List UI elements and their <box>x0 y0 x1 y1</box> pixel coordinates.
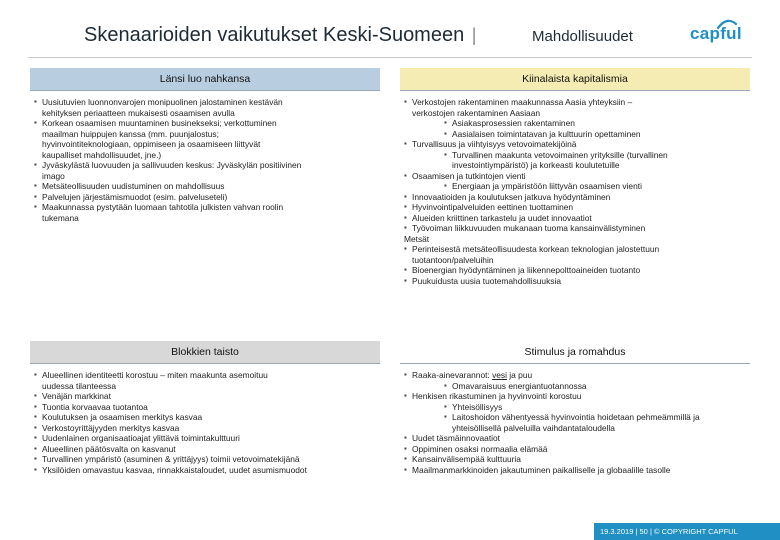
title-main: Skenaarioiden vaikutukset Keski-Suomeen <box>84 24 465 46</box>
sub-bullet-item: ▪ Omavaraisuus energiantuotannossa <box>404 381 746 392</box>
sub-bullet-continuation: yhteisöllisellä palveluilla vaihdantataloudella <box>452 422 615 433</box>
bullet-item: ▪ Tuontia korvaavaa tuotantoa <box>34 402 376 413</box>
quadrant-heading: Länsi luo nahkansa <box>30 68 380 91</box>
quadrant-body <box>400 364 750 475</box>
bullet-item: ▪ Työvoiman liikkuvuuden mukanaan tuoma kansainvälistyminen <box>404 223 746 234</box>
bullet-continuation: maailman huippujen kanssa (mm. puunjalostus; <box>42 128 219 139</box>
quadrant-body <box>30 91 380 223</box>
bullet-text: Raaka-ainevarannot: <box>412 370 493 380</box>
bullet-item: ▪ Hyvinvointipalveluiden eettinen tuottaminen <box>404 202 746 213</box>
bullet-continuation: kehityksen periaatteen mukaisesti osaamisen avulla <box>42 107 235 118</box>
bullet-item: ▪ Koulutuksen ja osaamisen merkitys kasvaa <box>34 412 376 423</box>
bullet-item: ▪ Alueiden kriittinen tarkastelu ja uudet innovaatiot <box>404 213 746 224</box>
bullet-item: ▪ Osaamisen ja tutkintojen vienti <box>404 171 746 182</box>
logo-text: capful <box>690 24 742 43</box>
quadrant-lansi-luo-nahkansa <box>30 68 380 223</box>
sub-bullet-item: ▪ Asiakasprosessien rakentaminen <box>404 118 746 129</box>
bullet-item: ▪ Maailmanmarkkinoiden jakautuminen paikalliselle ja globaalille tasolle <box>404 465 746 476</box>
bullet-item: ▪ Alueellinen päätösvalta on kasvanut <box>34 444 376 455</box>
quadrant-blokkien-taisto <box>30 341 380 475</box>
bullet-item: ▪ Uudet täsmäinnovaatiot <box>404 433 746 444</box>
bullet-item: ▪ Bioenergian hyödyntäminen ja liikennepolttoaineiden tuotanto <box>404 265 746 276</box>
bullet-item: ▪ Turvallinen ympäristö (asuminen & yrittäjyys) toimii vetovoimatekijänä <box>34 454 376 465</box>
bullet-item: ▪ Korkean osaamisen muuntaminen businekseksi; verkottuminen <box>34 118 376 129</box>
bullet-item: ▪ Puukuidusta uusia tuotemahdollisuuksia <box>404 276 746 287</box>
quadrant-body <box>30 364 380 475</box>
quadrant-body <box>400 91 750 286</box>
bullet-continuation: hyvinvointiteknologiaan, oppimiseen ja osaamiseen liittyvät <box>42 139 261 149</box>
bullet-item: ▪ Kansainvälisempää kulttuuria <box>404 454 746 465</box>
bullet-continuation: kaupalliset mahdollisuudet, jne.) <box>42 149 162 160</box>
bullet-item: ▪ Alueellinen identiteetti korostuu – miten maakunta asemoituu <box>34 370 376 381</box>
bullet-item: ▪ Maakunnassa pystytään luomaan tahtotila julkisten vahvan roolin <box>34 202 376 213</box>
bullet-item: ▪ Metsäteollisuuden uudistuminen on mahdollisuus <box>34 181 376 192</box>
footer-bar <box>594 523 780 540</box>
bullet-item: ▪ Jyväskylästä luovuuden ja sallivuuden keskus: Jyväskylän positiivinen <box>34 160 376 171</box>
footer-separator: | <box>649 527 652 536</box>
sub-bullet-item: ▪ Yhteisöllisyys <box>404 402 746 413</box>
sub-bullet-item: ▪ Turvallinen maakunta vetovoimainen yrityksille (turvallinen <box>404 150 746 161</box>
bullet-item: ▪ Uusiutuvien luonnonvarojen monipuolinen jalostaminen kestävän <box>34 97 376 108</box>
bullet-item: ▪ Oppiminen osaksi normaalia elämää <box>404 444 746 455</box>
bullet-continuation: imago <box>42 170 65 181</box>
footer-separator: | <box>635 527 638 536</box>
bullet-item: ▪ Venäjän markkinat <box>34 391 376 402</box>
quadrant-kiinalaista-kapitalismia <box>400 68 750 286</box>
bullet-continuation: tukemana <box>42 212 79 223</box>
bullet-continuation: verkostojen rakentaminen Aasiaan <box>412 107 541 118</box>
sub-bullet-item: ▪ Energiaan ja ympäristöön liittyvän osaamisen vienti <box>404 181 746 192</box>
section-label: Metsät <box>404 233 430 244</box>
quadrant-heading: Blokkien taisto <box>30 341 380 364</box>
bullet-continuation: uudessa tilanteessa <box>42 380 117 391</box>
sub-bullet-item: ▪ Aasialaisen toimintatavan ja kulttuurin opettaminen <box>404 129 746 140</box>
title-subtitle: Mahdollisuudet <box>532 28 633 45</box>
footer-copyright: © COPYRIGHT CAPFUL <box>654 527 738 536</box>
footer-page-number: 50 <box>639 527 648 536</box>
bullet-item: ▪ Uudenlainen organisaatioajat ylittävä toimintakulttuuri <box>34 433 376 444</box>
underlined-text: vesi <box>492 370 507 380</box>
bullet-item: ▪ Turvallisuus ja viihtyisyys vetovoimatekijöinä <box>404 139 746 150</box>
quadrant-stimulus-ja-romahdus <box>400 341 750 475</box>
bullet-text: ja puu <box>506 370 533 380</box>
sub-bullet-item: ▪ Laitoshoidon vähentyessä hyvinvointia hoidetaan pehmeämmillä ja <box>404 412 746 423</box>
title-separator: | <box>471 25 477 45</box>
header-divider <box>28 57 752 58</box>
bullet-item <box>404 370 746 381</box>
capful-logo <box>688 18 760 50</box>
bullet-continuation: tuotantoon/palveluihin <box>412 254 494 265</box>
sub-bullet-continuation: investointiympäristö) ja korkeasti koulutetuille <box>452 160 620 170</box>
bullet-item: ▪ Verkostojen rakentaminen maakunnassa Aasia yhteyksiin – <box>404 97 746 108</box>
footer-date: 19.3.2019 <box>600 527 634 536</box>
bullet-item: ▪ Verkostoyrittäjyyden merkitys kasvaa <box>34 423 376 434</box>
quadrant-heading: Kiinalaista kapitalismia <box>400 68 750 91</box>
page-title <box>84 24 633 47</box>
bullet-item: ▪ Palvelujen järjestämismuodot (esim. palveluseteli) <box>34 192 376 203</box>
logo-arc-icon <box>716 18 738 30</box>
bullet-item: ▪ Yksilöiden omavastuu kasvaa, rinnakkaistaloudet, uudet asumismuodot <box>34 465 376 476</box>
bullet-item: ▪ Innovaatioiden ja koulutuksen jatkuva hyödyntäminen <box>404 192 746 203</box>
quadrant-heading: Stimulus ja romahdus <box>400 341 750 364</box>
bullet-item: ▪ Perinteisestä metsäteollisuudesta korkean teknologian jalostettuun <box>404 244 746 255</box>
bullet-item: ▪ Henkisen rikastuminen ja hyvinvointi korostuu <box>404 391 746 402</box>
